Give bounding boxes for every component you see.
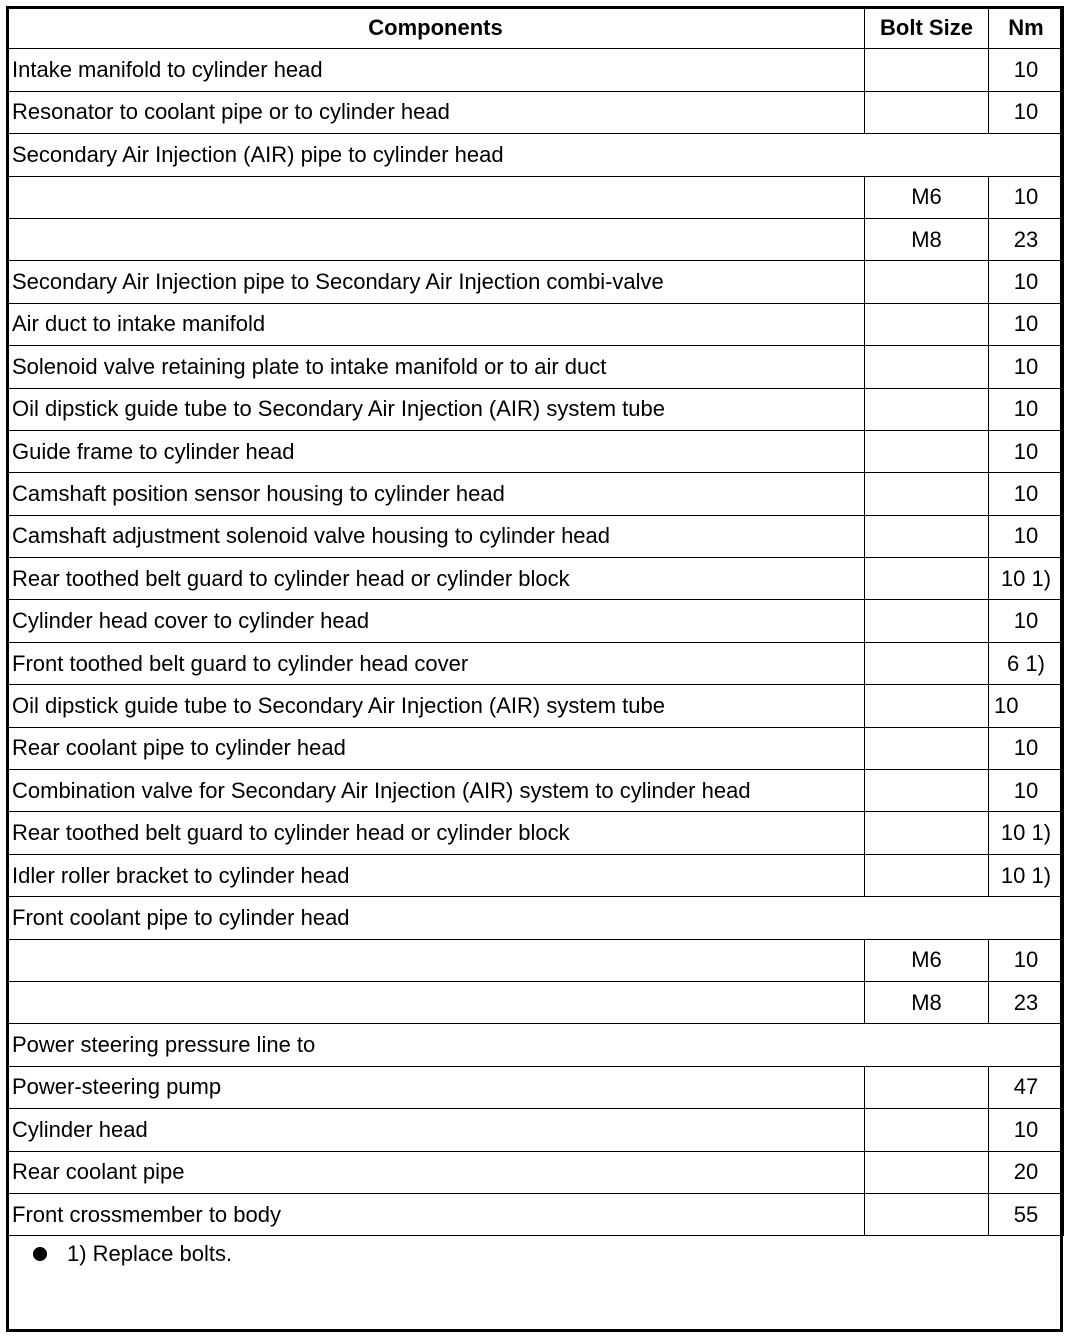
table-row [7, 515, 1064, 557]
bolt-size-cell [865, 727, 989, 769]
torque-nm-cell: 47 [989, 1066, 1064, 1108]
component-cell: Rear toothed belt guard to cylinder head or cylinder block [7, 812, 865, 854]
component-cell [7, 218, 865, 260]
bolt-size-cell: M8 [865, 218, 989, 260]
component-cell: Combination valve for Secondary Air Injection (AIR) system to cylinder head [7, 770, 865, 812]
bolt-size-cell [865, 1066, 989, 1108]
component-cell: Cylinder head cover to cylinder head [7, 600, 865, 642]
bolt-size-cell [865, 515, 989, 557]
bolt-size-cell [865, 812, 989, 854]
component-cell: Solenoid valve retaining plate to intake manifold or to air duct [7, 346, 865, 388]
table-row [7, 854, 1064, 896]
torque-nm-cell: 10 [989, 176, 1064, 218]
torque-nm-cell: 10 [989, 939, 1064, 981]
header-nm: Nm [989, 7, 1064, 49]
table-row [7, 261, 1064, 303]
bolt-size-cell [865, 303, 989, 345]
bolt-size-cell: M6 [865, 939, 989, 981]
bolt-size-cell [865, 558, 989, 600]
component-cell: Resonator to coolant pipe or to cylinder head [7, 91, 865, 133]
torque-nm-cell: 10 [989, 1109, 1064, 1151]
bolt-size-cell [865, 473, 989, 515]
torque-nm-cell: 10 [989, 388, 1064, 430]
bolt-size-cell [865, 261, 989, 303]
component-cell: Camshaft adjustment solenoid valve housing to cylinder head [7, 515, 865, 557]
table-row [7, 134, 1064, 176]
torque-nm-cell: 10 [989, 600, 1064, 642]
bolt-size-cell [865, 642, 989, 684]
torque-nm-cell: 6 1) [989, 642, 1064, 684]
torque-nm-cell: 10 [989, 346, 1064, 388]
torque-nm-cell: 10 [989, 515, 1064, 557]
bolt-size-cell [865, 1151, 989, 1193]
component-cell: Cylinder head [7, 1109, 865, 1151]
table-row [7, 473, 1064, 515]
bolt-size-cell: M8 [865, 981, 989, 1023]
component-cell: Front toothed belt guard to cylinder head cover [7, 642, 865, 684]
component-cell: Power-steering pump [7, 1066, 865, 1108]
torque-spec-table-frame [6, 6, 1063, 1332]
component-cell: Rear coolant pipe to cylinder head [7, 727, 865, 769]
bolt-size-cell [865, 1109, 989, 1151]
table-row [7, 1066, 1064, 1108]
table-row [7, 430, 1064, 472]
table-row [7, 91, 1064, 133]
table-row [7, 346, 1064, 388]
footnote-text: 1) Replace bolts. [67, 1241, 233, 1266]
torque-nm-cell: 10 [989, 49, 1064, 91]
table-row [7, 897, 1064, 939]
table-row [7, 1193, 1064, 1235]
table-row [7, 642, 1064, 684]
bolt-size-cell [865, 430, 989, 472]
bolt-size-cell: M6 [865, 176, 989, 218]
group-heading-cell: Power steering pressure line to [7, 1024, 1064, 1066]
bolt-size-cell [865, 346, 989, 388]
table-row [7, 1024, 1064, 1066]
torque-nm-cell: 10 [989, 303, 1064, 345]
table-row [7, 49, 1064, 91]
component-cell: Air duct to intake manifold [7, 303, 865, 345]
table-row [7, 939, 1064, 981]
torque-nm-cell: 10 1) [989, 812, 1064, 854]
table-row [7, 981, 1064, 1023]
table-row [7, 727, 1064, 769]
torque-nm-cell: 10 1) [989, 854, 1064, 896]
bolt-size-cell [865, 91, 989, 133]
component-cell: Rear coolant pipe [7, 1151, 865, 1193]
table-row [7, 812, 1064, 854]
torque-nm-cell: 55 [989, 1193, 1064, 1235]
component-cell [7, 939, 865, 981]
table-row [7, 600, 1064, 642]
torque-nm-cell: 10 [989, 685, 1064, 727]
bullet-icon [33, 1247, 47, 1261]
table-row [7, 770, 1064, 812]
bolt-size-cell [865, 1193, 989, 1235]
bolt-size-cell [865, 685, 989, 727]
group-heading-cell: Secondary Air Injection (AIR) pipe to cylinder head [7, 134, 1064, 176]
component-cell: Intake manifold to cylinder head [7, 49, 865, 91]
table-row [7, 558, 1064, 600]
bolt-size-cell [865, 388, 989, 430]
torque-nm-cell: 10 [989, 261, 1064, 303]
torque-nm-cell: 23 [989, 981, 1064, 1023]
component-cell: Rear toothed belt guard to cylinder head or cylinder block [7, 558, 865, 600]
component-cell: Camshaft position sensor housing to cylinder head [7, 473, 865, 515]
torque-nm-cell: 20 [989, 1151, 1064, 1193]
header-bolt-size: Bolt Size [865, 7, 989, 49]
torque-nm-cell: 10 1) [989, 558, 1064, 600]
component-cell: Front crossmember to body [7, 1193, 865, 1235]
bolt-size-cell [865, 770, 989, 812]
component-cell: Idler roller bracket to cylinder head [7, 854, 865, 896]
bolt-size-cell [865, 854, 989, 896]
table-body [7, 49, 1064, 1236]
torque-spec-table [6, 6, 1064, 1236]
bolt-size-cell [865, 600, 989, 642]
torque-nm-cell: 10 [989, 770, 1064, 812]
torque-nm-cell: 10 [989, 473, 1064, 515]
footnote [33, 1241, 232, 1267]
component-cell: Guide frame to cylinder head [7, 430, 865, 472]
torque-nm-cell: 10 [989, 430, 1064, 472]
group-heading-cell: Front coolant pipe to cylinder head [7, 897, 1064, 939]
component-cell [7, 981, 865, 1023]
table-row [7, 388, 1064, 430]
torque-nm-cell: 23 [989, 218, 1064, 260]
table-row [7, 176, 1064, 218]
table-row [7, 1151, 1064, 1193]
table-row [7, 1109, 1064, 1151]
bolt-size-cell [865, 49, 989, 91]
component-cell: Oil dipstick guide tube to Secondary Air Injection (AIR) system tube [7, 388, 865, 430]
table-row [7, 303, 1064, 345]
component-cell [7, 176, 865, 218]
torque-nm-cell: 10 [989, 727, 1064, 769]
table-row [7, 218, 1064, 260]
torque-nm-cell: 10 [989, 91, 1064, 133]
table-header-row [7, 7, 1064, 49]
table-row [7, 685, 1064, 727]
component-cell: Oil dipstick guide tube to Secondary Air Injection (AIR) system tube [7, 685, 865, 727]
component-cell: Secondary Air Injection pipe to Secondary Air Injection combi-valve [7, 261, 865, 303]
header-components: Components [7, 7, 865, 49]
